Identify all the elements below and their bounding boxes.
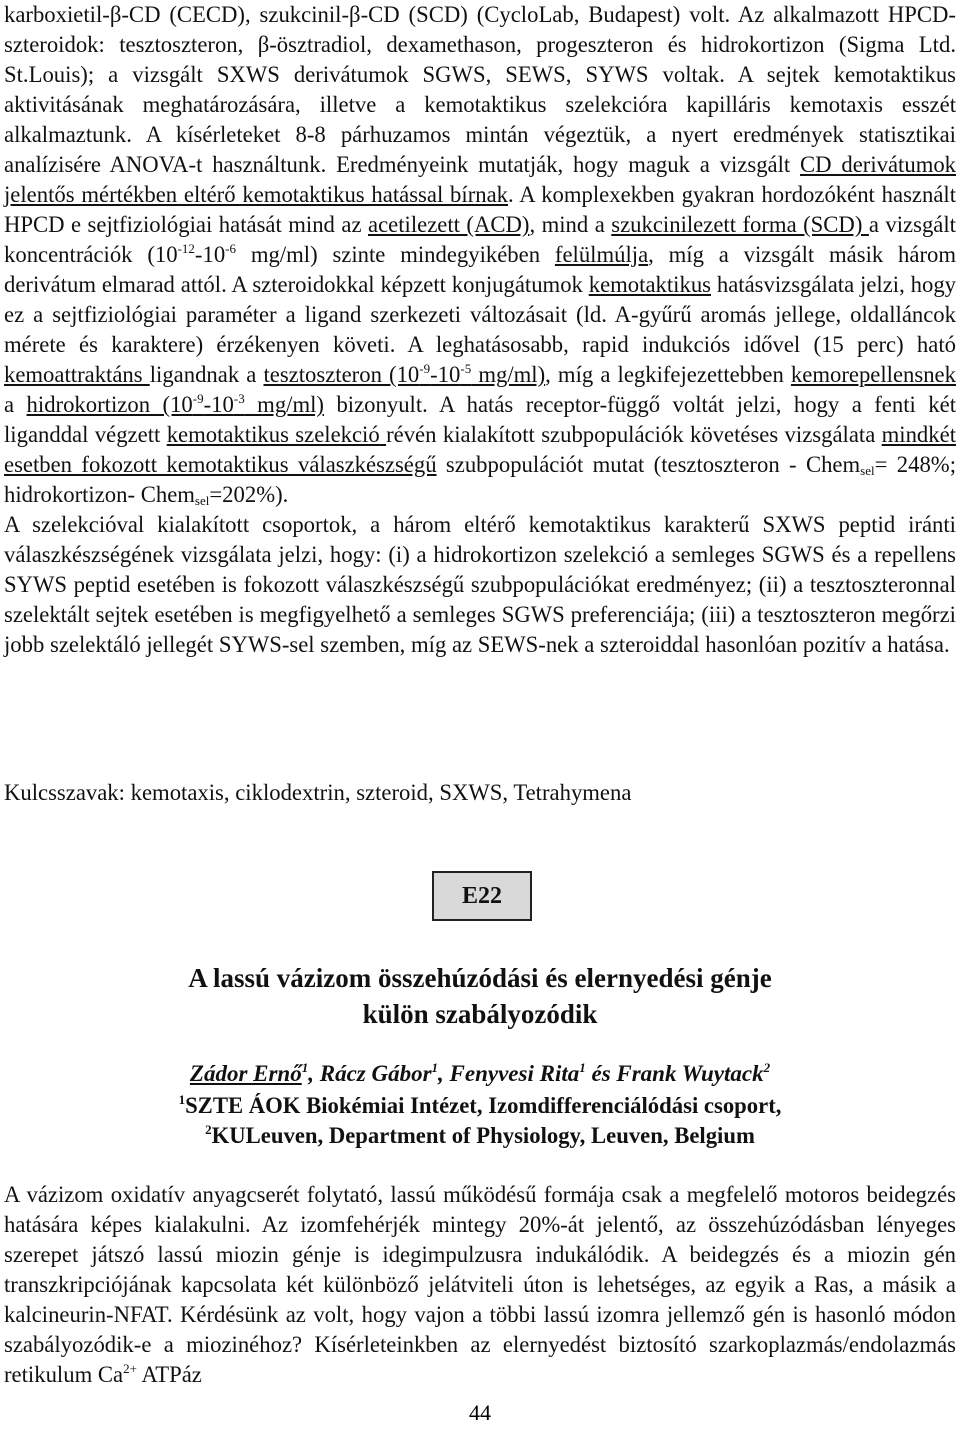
- second-abstract-body: A vázizom oxidatív anyagcserét folytató, lassú működésű formája csak a megfelelő motoros beidegzés hatására képes kialakulni. Az izomfehérjék mintegy 20%-át jelentő, az összehúzódásban lényeges szerepet játszó lassú miozin génje is idegimpulzusra indukálódik. A beidegzés és a miozin gén transzkripciójának kapcsolata két különböző jelátviteli úton is lehetséges, az egyik a Ras, a másik a kalcineurin-NFAT. Kérdésünk az volt, hogy vajon a többi lassú izomra jellemző gén is hasonló módon szabályozódik-e a miozinéhoz? Kísérleteinkben az elernyedést biztosító szarkoplazmás/endolazmás retikulum $Ca^{2+}$ ATPáz: [4, 1182, 956, 1387]
- presenting-author: Zádor Ernő: [189, 1061, 302, 1086]
- abstract-body-paragraph: karboxietil-β-CD (CECD), szukcinil-β-CD (SCD) (CycloLab, Budapest) volt. Az alkalmazott HPCD-szteroidok: tesztoszteron, β-ösztradiol, dexamethason, progeszteron és hidrokortizon (Sigma Ltd. St.Louis); a vizsgált SXWS derivátumok SGWS, SEWS, SYWS voltak. A sejtek kemotaktikus aktivitásának meghatározására, illetve a kemotaktikus szelekcióra kapilláris kemotaxis esszét alkalmaztunk. A kísérleteket 8-8 párhuzamos mintán végeztük, a nyert eredmények statisztikai analízisére ANOVA-t használtunk. Eredményeink mutatják, hogy maguk a vizsgált CD derivátumok jelentős mértékben eltérő kemotaktikus hatással bírnak. A komplexekben gyakran hordozóként használt HPCD e sejtfiziológiai hatását mind az acetilezett (ACD), mind a szukcinilezett forma (SCD) a vizsgált koncentrációk ($10^{-12}-10^{-6}$ mg/ml) szinte mindegyikében felülmúlja, míg a vizsgált másik három derivátum elmarad attól. A szteroidokkal képzett konjugátumok kemotaktikus hatásvizsgálata jelzi, hogy ez a sejtfiziológiai paraméter a ligand szerkezeti változásait (ld. A-gyűrű aromás jellege, oldalláncok mérete és karaktere) érzékenyen követi. A leghatásosabb, rapid indukciós idővel (15 perc) ható kemoattraktáns ligandnak a tesztoszteron ($10^{-9}-10^{-5}$ mg/ml), míg a legkifejezettebben kemorepellensnek a hidrokortizon ($10^{-9}-10^{-3}$ mg/ml) bizonyult. A hatás receptor-függő voltát jelzi, hogy a fenti két liganddal végzett kemotaktikus szelekció révén kialakított szubpopulációk követéses vizsgálata mindkét esetben fokozott kemotaktikus válaszkészségű szubpopulációt mutat (tesztoszteron - Chem$_{sel}$= 248%; hidrokortizon- Chem$_{sel}$=202%).: [4, 2, 957, 508]
- page-number: 44: [469, 1400, 491, 1425]
- document-page: [4, 0, 957, 1387]
- results-paragraph: A szelekcióval kialakított csoportok, a három eltérő kemotaktikus karakterű SXWS peptid iránti válaszkészségének vizsgálata jelzi, hogy: (i) a hidrokortizon szelekció a semleges SGWS és a repellens SYWS peptid esetében is fokozott válaszkészségű szubpopulációkat eredményez; (ii) a tesztoszteronnal szelektált sejtek esetében is megfigyelhető a semleges SGWS preferenciája; (iii) a tesztoszteron megőrzi jobb szelektáló jellegét SYWS-sel szemben, míg az SEWS-nek a szteroiddal hasonlóan pozitív a hatása.: [4, 512, 956, 657]
- title-line-1: A lassú vázizom összehúzódási és elernyedési génje: [188, 963, 772, 993]
- affiliations: [4, 1091, 956, 1151]
- affiliation-1: $^1$SZTE ÁOK Biokémiai Intézet, Izomdifferenciálódási csoport,: [178, 1092, 782, 1118]
- keywords-line: Kulcsszavak: kemotaxis, ciklodextrin, szteroid, SXWS, Tetrahymena: [4, 780, 632, 805]
- abstract-code-box: E22: [432, 871, 532, 921]
- author-list: Zádor Ernő$^1$, Rácz Gábor$^1$, Fenyvesi Rita$^1$ és Frank Wuytack$^2$: [189, 1060, 771, 1086]
- affiliation-2: $^2$KULeuven, Department of Physiology, Leuven, Belgium: [205, 1122, 755, 1148]
- abstract-title: [4, 960, 956, 1032]
- title-line-2: külön szabályozódik: [362, 999, 598, 1029]
